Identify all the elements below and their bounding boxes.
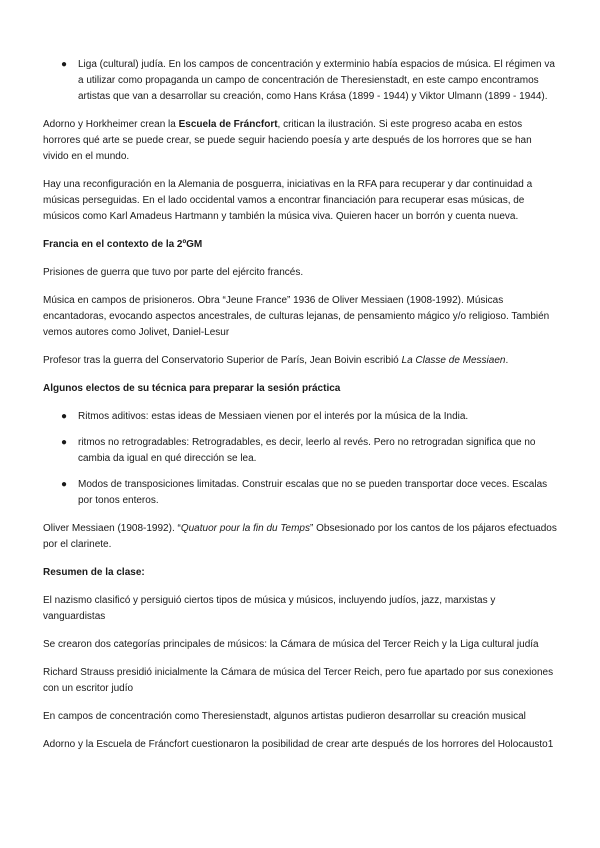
text-run: , critican la ilustración. Si este progreso acaba en estos horrores qué arte se puede crear, se puede seguir haciendo poesía y arte después de los horrores que se han vivido en el mundo. [43, 119, 532, 162]
text-run: Oliver Messiaen (1908-1992). “ [43, 523, 181, 534]
paragraph-quatuor [43, 521, 557, 553]
book-title: La Classe de Messiaen [401, 355, 506, 366]
list-item [43, 409, 557, 425]
paragraph-musica-campos: Música en campos de prisioneros. Obra “Jeune France” 1936 de Oliver Messiaen (1908-1992). Músicas encantadoras, evocando aspectos ancestrales, de culturas lejanas, de pensamiento mágico y/o religioso. También vemos autores como Jolivet, Daniel-Lesur [43, 295, 550, 338]
list-item-text: Liga (cultural) judía. En los campos de concentración y exterminio había espacios de música. El régimen va a utilizar como propaganda un campo de concentración de Theresienstadt, en este campo encontramos artistas que van a desarrollar su creación, como Hans Krása (1899 - 1944) y Viktor Ulmann (1899 - 1944). [78, 59, 555, 102]
text-run: Adorno y Horkheimer crean la [43, 119, 179, 130]
paragraph-reconfiguracion: Hay una reconfiguración en la Alemania de posguerra, iniciativas en la RFA para recuperar y dar continuidad a músicas perseguidas. En el lado occidental vamos a encontrar financiación para recuperar esas músicas, de músicos como Karl Amadeus Hartmann y también la música viva. Quieren hacer un borrón y cuenta nueva. [43, 179, 533, 222]
text-run: ” Obsesionado por los cantos de los pájaros efectuados por el clarinete. [43, 523, 557, 550]
list-item [43, 477, 557, 509]
heading-francia: Francia en el contexto de la 2ºGM [43, 239, 203, 250]
heading-tecnica: Algunos electos de su técnica para preparar la sesión práctica [43, 383, 341, 394]
work-title: Quatuor pour la fin du Temps [180, 523, 310, 534]
heading-resumen: Resumen de la clase: [43, 567, 145, 578]
paragraph-profesor [43, 353, 557, 369]
bullet-icon: ● [61, 437, 68, 448]
paragraph-prisiones: Prisiones de guerra que tuvo por parte del ejército francés. [43, 267, 304, 278]
bold-term: Escuela de Fráncfort [178, 119, 278, 130]
list-item-text: ritmos no retrogradables: Retrogradables, es decir, leerlo al revés. Pero no retrogradan significa que no cambia da igual en qué dirección se lea. [78, 437, 536, 464]
text-run: . [505, 355, 509, 366]
summary-paragraph: Richard Strauss presidió inicialmente la Cámara de música del Tercer Reich, pero fue apartado por sus conexiones con un escritor judío [43, 667, 554, 694]
list-item-text: Ritmos aditivos: estas ideas de Messiaen vienen por el interés por la música de la India. [78, 411, 469, 422]
bullet-icon: ● [61, 59, 68, 70]
bullet-list-liga [43, 57, 557, 105]
list-item-text: Modos de transposiciones limitadas. Construir escalas que no se pueden transportar doce veces. Escalas por tonos enteros. [78, 479, 548, 506]
document-page [43, 57, 557, 765]
list-item [43, 57, 557, 105]
paragraph-adorno [43, 117, 557, 165]
summary-paragraph: Adorno y la Escuela de Fráncfort cuestionaron la posibilidad de crear arte después de los horrores del Holocausto1 [43, 739, 554, 750]
bullet-icon: ● [61, 411, 68, 422]
list-item [43, 435, 557, 467]
text-run: Profesor tras la guerra del Conservatorio Superior de París, Jean Boivin escribió [43, 355, 402, 366]
summary-paragraph: En campos de concentración como Theresienstadt, algunos artistas pudieron desarrollar su creación musical [43, 711, 526, 722]
summary-paragraph: Se crearon dos categorías principales de músicos: la Cámara de música del Tercer Reich y la Liga cultural judía [43, 639, 539, 650]
summary-paragraph: El nazismo clasificó y persiguió ciertos tipos de música y músicos, incluyendo judíos, jazz, marxistas y vanguardistas [43, 595, 496, 622]
bullet-icon: ● [61, 479, 68, 490]
bullet-list-tecnica [43, 409, 557, 509]
